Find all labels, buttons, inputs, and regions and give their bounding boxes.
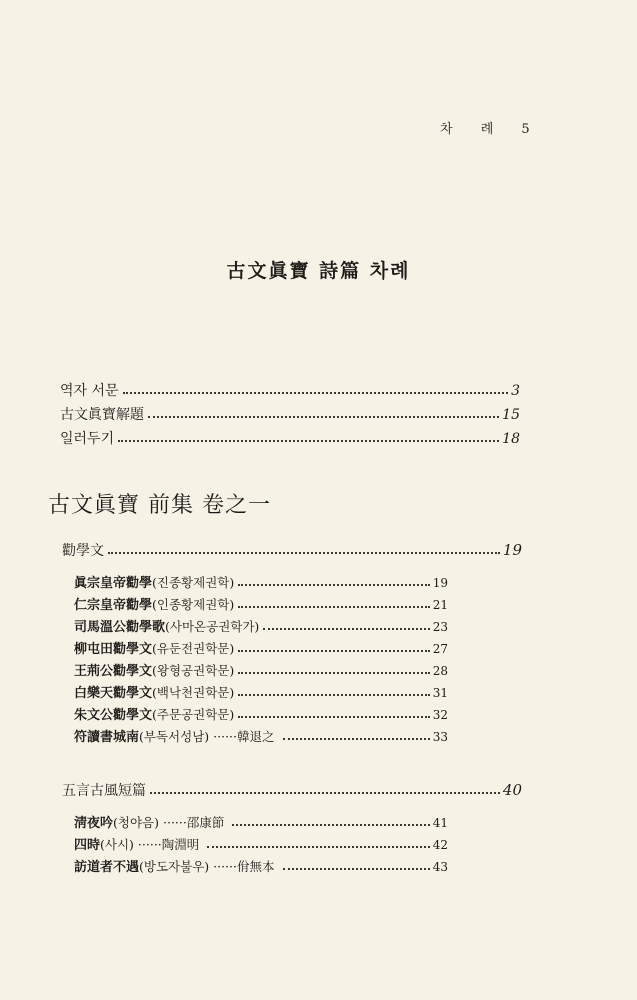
toc-entry-page: 31	[432, 686, 448, 700]
toc-entry	[74, 638, 448, 657]
entry-title-hanja: 柳屯田勸學文	[74, 642, 153, 657]
running-head: 차 례 5	[440, 122, 542, 137]
dot-leader	[150, 792, 500, 794]
section-heading	[62, 780, 522, 800]
toc-entry-label: 古文眞寶解題	[60, 407, 144, 423]
entry-author: ······佾無本	[213, 859, 275, 874]
dot-leader	[238, 606, 429, 608]
entry-title-hanja: 四時	[74, 838, 101, 853]
toc-entry-label	[74, 638, 238, 657]
entry-title-hanja: 司馬溫公勸學歌	[74, 620, 166, 635]
entry-title-hanja: 王荊公勸學文	[74, 664, 153, 679]
toc-entry-page: 27	[432, 642, 448, 656]
entry-author: ······韓退之	[213, 729, 275, 744]
dot-leader	[238, 584, 429, 586]
toc-entry	[74, 856, 448, 875]
entry-title-reading: (사시)	[100, 837, 134, 852]
dot-leader	[283, 868, 430, 870]
toc-entry-page: 32	[432, 708, 448, 722]
toc-entry-page: 28	[432, 664, 448, 678]
toc-entry-page: 23	[432, 620, 448, 634]
toc-entry	[74, 660, 448, 679]
entry-title-reading: (부독서성남)	[139, 729, 210, 744]
toc-entry-page: 18	[502, 431, 520, 447]
entry-title-reading: (백낙천권학문)	[152, 685, 235, 700]
toc-entry-label: 일러두기	[60, 431, 115, 447]
toc-entry-label	[74, 660, 238, 679]
dot-leader	[148, 416, 499, 418]
section-page: 40	[502, 781, 522, 799]
dot-leader	[238, 650, 429, 652]
dot-leader	[232, 824, 429, 826]
toc-entry-label	[74, 594, 238, 613]
toc-entry-introduction	[60, 404, 520, 424]
entry-title-reading: (주문공권학문)	[152, 707, 235, 722]
dot-leader	[263, 628, 429, 630]
entry-title-reading: (진종황제권학)	[152, 575, 235, 590]
entry-title-hanja: 朱文公勸學文	[74, 708, 153, 723]
toc-entry-label	[74, 834, 207, 853]
entry-title-reading: (방도자불우)	[139, 859, 210, 874]
toc-entry	[74, 594, 448, 613]
toc-entry	[74, 572, 448, 591]
entry-title-reading: (인종황제권학)	[152, 597, 235, 612]
toc-entry-label	[74, 616, 263, 635]
toc-entry	[74, 726, 448, 745]
entry-title-hanja: 眞宗皇帝勸學	[74, 576, 153, 591]
entry-title-reading: (유둔전권학문)	[152, 641, 235, 656]
toc-entry-page: 42	[432, 838, 448, 852]
toc-title: 古文眞寶 詩篇 차례	[226, 260, 411, 282]
dot-leader	[238, 694, 429, 696]
toc-entry-page: 33	[432, 730, 448, 744]
entry-title-reading: (사마온공권학가)	[165, 619, 260, 634]
toc-entry-page: 19	[432, 576, 448, 590]
dot-leader	[108, 552, 500, 554]
collection-title: 古文眞寶 前集 卷之一	[48, 493, 271, 518]
toc-entry-label	[74, 682, 238, 701]
dot-leader	[283, 738, 430, 740]
section-title: 勸學文	[62, 543, 104, 559]
section-heading	[62, 540, 522, 560]
entry-author: ······邵康節	[163, 815, 225, 830]
toc-entry-page: 15	[502, 407, 520, 423]
toc-entry	[74, 682, 448, 701]
toc-entry	[74, 704, 448, 723]
dot-leader	[238, 716, 429, 718]
entry-title-hanja: 符讀書城南	[74, 730, 140, 745]
entry-title-hanja: 淸夜吟	[74, 816, 114, 831]
entry-title-hanja: 仁宗皇帝勸學	[74, 598, 153, 613]
toc-entry-page: 41	[432, 816, 448, 830]
entry-title-hanja: 白樂天勸學文	[74, 686, 153, 701]
entry-title-hanja: 訪道者不遇	[74, 860, 140, 875]
toc-entry-label	[74, 812, 232, 831]
toc-entry-page: 21	[432, 598, 448, 612]
toc-entry	[74, 616, 448, 635]
toc-entry-label	[74, 704, 238, 723]
toc-entry-preface	[60, 380, 520, 400]
toc-entry-page: 3	[511, 383, 520, 399]
toc-entry-page: 43	[432, 860, 448, 874]
toc-entry	[74, 834, 448, 853]
toc-entry-label	[74, 726, 283, 745]
toc-entry	[74, 812, 448, 831]
section-title: 五言古風短篇	[62, 783, 146, 799]
toc-entry-label	[74, 572, 238, 591]
entry-author: ······陶淵明	[137, 837, 200, 852]
toc-entry-notes	[60, 428, 520, 448]
toc-entry-label: 역자 서문	[60, 383, 119, 399]
dot-leader	[123, 392, 509, 394]
toc-entry-label	[74, 856, 283, 875]
entry-title-reading: (왕형공권학문)	[152, 663, 235, 678]
entry-title-reading: (청야음)	[113, 815, 159, 830]
dot-leader	[207, 846, 429, 848]
dot-leader	[238, 672, 429, 674]
dot-leader	[118, 440, 499, 442]
section-page: 19	[502, 541, 522, 559]
